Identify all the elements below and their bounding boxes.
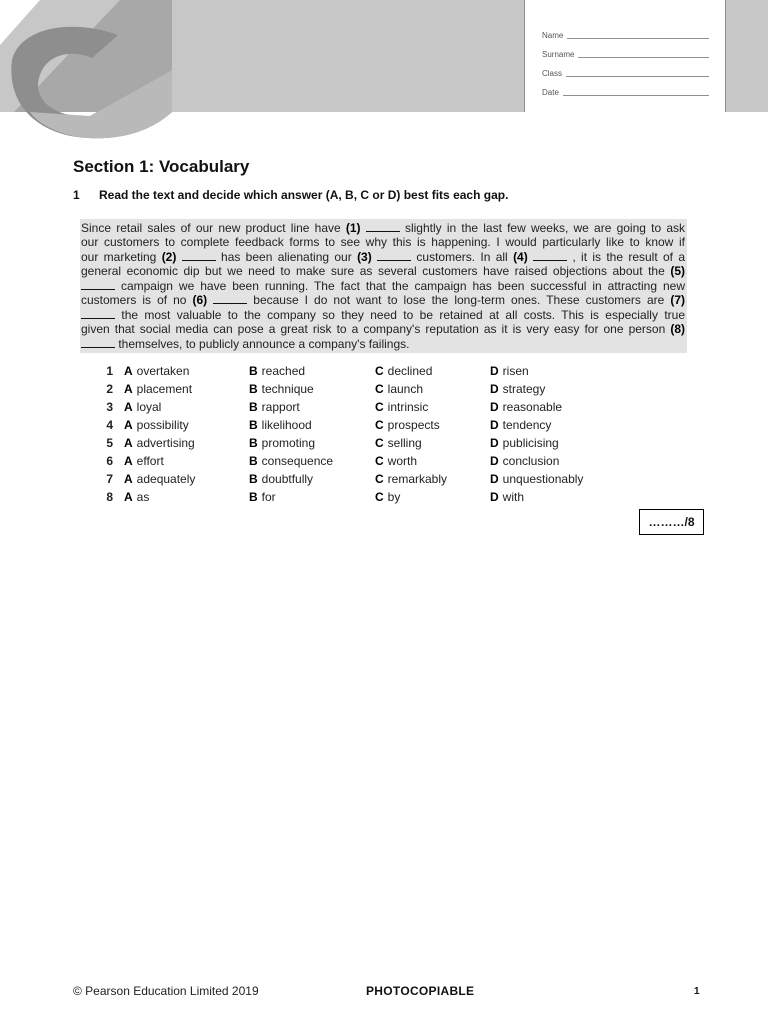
gap-blank[interactable] — [366, 221, 400, 232]
option-letter: A — [124, 418, 133, 432]
passage-line — [81, 221, 685, 235]
option-text: remarkably — [387, 472, 448, 486]
passage-line — [81, 337, 409, 351]
option-text: for — [261, 490, 276, 504]
option-letter: D — [490, 490, 499, 504]
option-d[interactable] — [490, 380, 545, 398]
option-d[interactable] — [490, 488, 524, 506]
option-c[interactable] — [375, 434, 422, 452]
passage-text: our marketing — [81, 250, 157, 264]
question-number: 3 — [106, 400, 113, 414]
option-letter: D — [490, 472, 499, 486]
date-label: Date — [542, 88, 559, 97]
option-d[interactable] — [490, 398, 562, 416]
option-a[interactable] — [124, 470, 195, 488]
question-row — [100, 380, 620, 398]
date-field[interactable] — [542, 85, 709, 97]
option-letter: D — [490, 400, 499, 414]
passage-line — [81, 250, 685, 264]
option-d[interactable] — [490, 416, 551, 434]
passage-text: slightly in the last few weeks, we are going to ask — [404, 221, 685, 235]
option-text: reasonable — [502, 400, 563, 414]
gap-number: (1) — [345, 221, 361, 235]
option-text: overtaken — [136, 364, 190, 378]
passage-text: customers is of no — [81, 293, 187, 307]
passage-line — [81, 308, 685, 322]
gap-blank[interactable] — [81, 337, 115, 348]
option-letter: C — [375, 418, 384, 432]
question-row — [100, 452, 620, 470]
exercise-number: 1 — [73, 188, 80, 202]
question-number: 2 — [106, 382, 113, 396]
option-text: launch — [387, 382, 424, 396]
option-letter: A — [124, 490, 133, 504]
class-field[interactable] — [542, 66, 709, 78]
option-letter: B — [249, 454, 258, 468]
option-letter: A — [124, 382, 133, 396]
passage-text: has been alienating our — [221, 250, 352, 264]
option-text: by — [387, 490, 401, 504]
surname-line — [578, 57, 709, 58]
pearson-logo-graphic — [0, 0, 200, 140]
question-number: 6 — [106, 454, 113, 468]
passage-line — [81, 264, 685, 278]
option-a[interactable] — [124, 398, 161, 416]
option-letter: D — [490, 364, 499, 378]
option-letter: C — [375, 490, 384, 504]
option-letter: D — [490, 382, 499, 396]
option-letter: D — [490, 436, 499, 450]
question-row — [100, 398, 620, 416]
option-letter: B — [249, 418, 258, 432]
option-letter: A — [124, 400, 133, 414]
option-d[interactable] — [490, 362, 529, 380]
option-d[interactable] — [490, 470, 583, 488]
option-c[interactable] — [375, 362, 432, 380]
option-text: adequately — [136, 472, 196, 486]
option-a[interactable] — [124, 380, 192, 398]
passage-text: the most valuable to the company so they need to be retained at all costs. This is especially true — [121, 308, 685, 322]
name-field[interactable] — [542, 28, 709, 40]
question-row — [100, 434, 620, 452]
option-text: promoting — [261, 436, 316, 450]
option-b[interactable] — [249, 362, 305, 380]
option-letter: D — [490, 418, 499, 432]
option-letter: B — [249, 472, 258, 486]
passage-line-content — [81, 308, 685, 322]
gap-number: (4) — [513, 250, 528, 264]
question-row — [100, 362, 620, 380]
passage-line — [81, 293, 685, 307]
question-number: 8 — [106, 490, 113, 504]
option-text: with — [502, 490, 525, 504]
option-b[interactable] — [249, 398, 300, 416]
option-letter: B — [249, 364, 258, 378]
option-a[interactable] — [124, 452, 164, 470]
class-label: Class — [542, 69, 563, 78]
passage-line-content — [81, 322, 685, 336]
option-letter: A — [124, 454, 133, 468]
footer-copyright: © Pearson Education Limited 2019 — [73, 984, 259, 998]
passage-text: Since retail sales of our new product line have — [81, 221, 341, 235]
passage-line-content — [81, 264, 685, 278]
passage-line-content — [81, 293, 685, 307]
question-number: 4 — [106, 418, 113, 432]
option-letter: B — [249, 382, 258, 396]
option-letter: B — [249, 436, 258, 450]
answer-options — [100, 362, 620, 506]
question-number: 7 — [106, 472, 113, 486]
option-c[interactable] — [375, 488, 400, 506]
option-d[interactable] — [490, 452, 559, 470]
question-row — [100, 488, 620, 506]
class-line — [566, 76, 709, 77]
option-b[interactable] — [249, 434, 315, 452]
passage-line-content — [81, 250, 685, 264]
surname-label: Surname — [542, 50, 575, 59]
name-line — [567, 38, 709, 39]
score-box[interactable]: ………/8 — [639, 509, 704, 535]
option-text: doubtfully — [261, 472, 314, 486]
gap-blank[interactable] — [377, 250, 411, 261]
option-c[interactable] — [375, 470, 447, 488]
exercise-instruction — [73, 188, 508, 202]
page-number: 1 — [694, 986, 700, 997]
option-text: strategy — [502, 382, 546, 396]
gap-number: (7) — [670, 293, 685, 307]
option-c[interactable] — [375, 380, 423, 398]
option-text: declined — [387, 364, 433, 378]
option-text: as — [136, 490, 150, 504]
option-text: worth — [387, 454, 418, 468]
option-b[interactable] — [249, 488, 276, 506]
gap-blank[interactable] — [182, 250, 216, 261]
option-text: selling — [387, 436, 422, 450]
option-text: publicising — [502, 436, 559, 450]
instruction-text: Read the text and decide which answer (A, B, C or D) best fits each gap. — [99, 188, 509, 202]
option-b[interactable] — [249, 416, 312, 434]
option-text: placement — [136, 382, 193, 396]
gap-blank[interactable] — [81, 279, 115, 290]
passage-text: campaign we have been running. The fact that the campaign has been successful in attracting new — [120, 279, 685, 293]
option-b[interactable] — [249, 452, 333, 470]
gap-number: (3) — [357, 250, 372, 264]
option-text: advertising — [136, 436, 195, 450]
option-b[interactable] — [249, 380, 314, 398]
option-text: reached — [261, 364, 306, 378]
option-letter: C — [375, 364, 384, 378]
option-letter: B — [249, 400, 258, 414]
option-text: possibility — [136, 418, 189, 432]
option-letter: A — [124, 472, 133, 486]
option-c[interactable] — [375, 416, 440, 434]
section-title: Section 1: Vocabulary — [73, 157, 250, 176]
option-text: intrinsic — [387, 400, 429, 414]
passage-text: given that social media can pose a great risk to a company's reputation as it is very easy for one person — [81, 322, 666, 336]
student-details-panel — [524, 0, 726, 112]
option-letter: A — [124, 436, 133, 450]
date-line — [563, 95, 709, 96]
footer-photocopiable: PHOTOCOPIABLE — [366, 984, 475, 998]
gap-number: (5) — [670, 264, 685, 278]
option-c[interactable] — [375, 398, 428, 416]
option-d[interactable] — [490, 434, 559, 452]
option-a[interactable] — [124, 416, 189, 434]
option-letter: C — [375, 436, 384, 450]
passage-text: because I do not want to lose the long-term ones. These customers are — [253, 293, 665, 307]
option-text: rapport — [261, 400, 300, 414]
gap-number: (8) — [670, 322, 685, 336]
gap-blank[interactable] — [81, 308, 115, 319]
passage-line — [81, 279, 685, 293]
option-text: tendency — [502, 418, 552, 432]
option-text: loyal — [136, 400, 162, 414]
option-a[interactable] — [124, 488, 149, 506]
gap-blank[interactable] — [533, 250, 567, 261]
option-text: conclusion — [502, 454, 560, 468]
passage-line-content — [81, 279, 685, 293]
passage-line — [81, 322, 685, 336]
passage-text: , it is the result of a — [572, 250, 685, 264]
option-letter: C — [375, 382, 384, 396]
passage-text: themselves, to publicly announce a company's failings. — [118, 337, 410, 351]
passage-line-content — [81, 235, 685, 249]
option-a[interactable] — [124, 434, 195, 452]
passage-line-content — [81, 221, 685, 235]
option-letter: C — [375, 454, 384, 468]
question-number: 5 — [106, 436, 113, 450]
question-row — [100, 416, 620, 434]
option-text: risen — [502, 364, 529, 378]
gap-blank[interactable] — [213, 293, 247, 304]
option-text: technique — [261, 382, 314, 396]
option-text: prospects — [387, 418, 440, 432]
reading-passage — [80, 219, 687, 353]
option-letter: A — [124, 364, 133, 378]
header-edge-band — [726, 0, 768, 112]
option-letter: C — [375, 400, 384, 414]
passage-line-content — [81, 337, 409, 351]
passage-text: customers. In all — [416, 250, 508, 264]
passage-text: general economic dip but we need to make sure as several customers have raised objections about the — [81, 264, 665, 278]
option-text: unquestionably — [502, 472, 584, 486]
question-row — [100, 470, 620, 488]
gap-number: (2) — [161, 250, 177, 264]
option-c[interactable] — [375, 452, 417, 470]
option-letter: B — [249, 490, 258, 504]
option-text: effort — [136, 454, 164, 468]
surname-field[interactable] — [542, 47, 709, 59]
passage-text: our customers to complete feedback forms to see why this is happening. I would particularly like to know if — [81, 235, 685, 249]
option-letter: C — [375, 472, 384, 486]
option-letter: D — [490, 454, 499, 468]
passage-line — [81, 235, 685, 249]
option-a[interactable] — [124, 362, 189, 380]
option-text: consequence — [261, 454, 334, 468]
name-label: Name — [542, 31, 564, 40]
option-text: likelihood — [261, 418, 312, 432]
gap-number: (6) — [192, 293, 208, 307]
question-number: 1 — [106, 364, 113, 378]
option-b[interactable] — [249, 470, 313, 488]
